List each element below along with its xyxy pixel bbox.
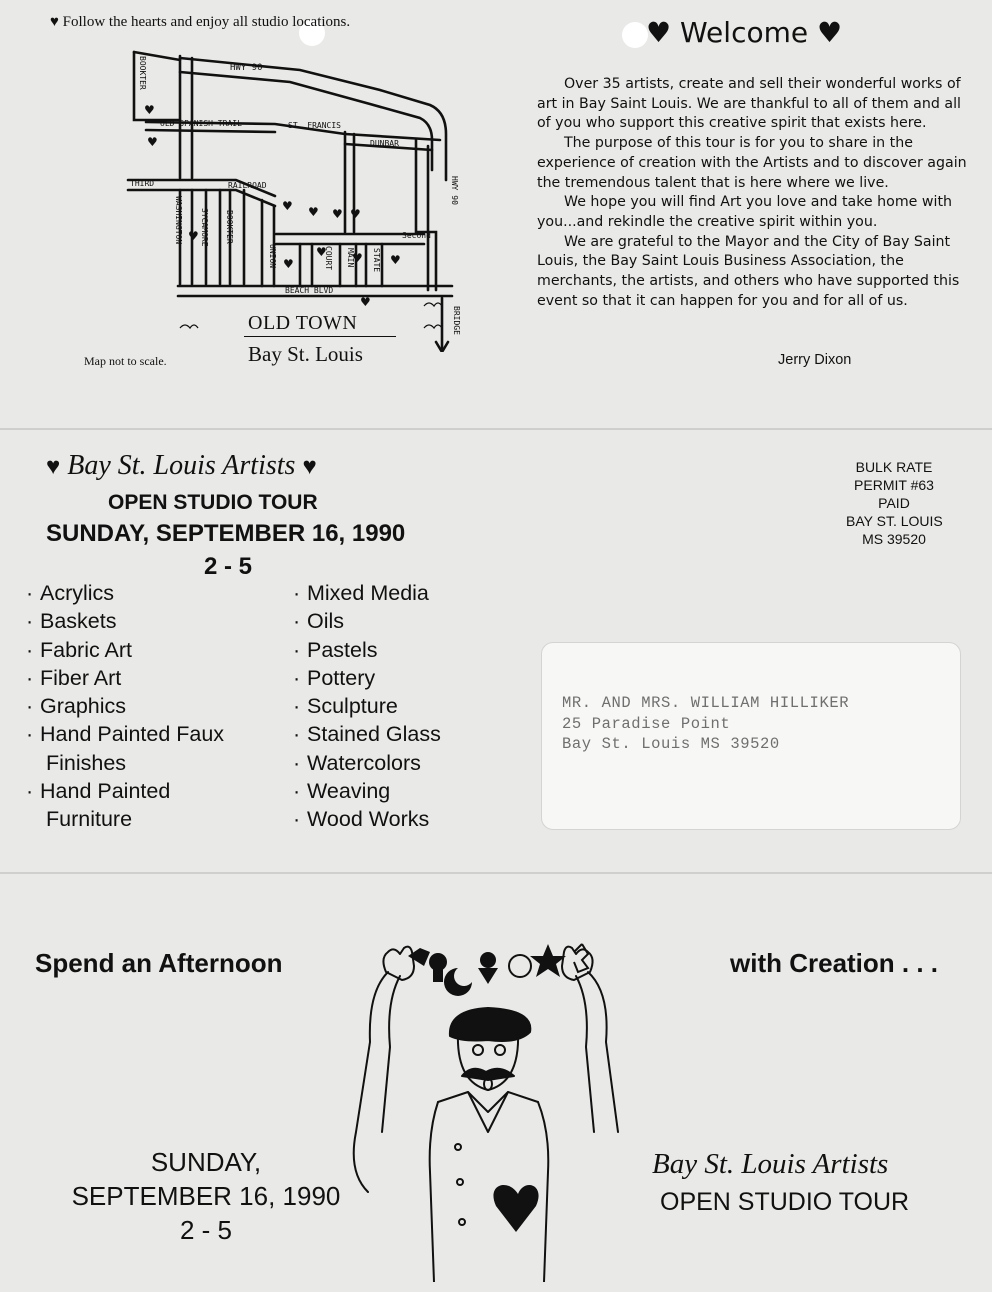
address-line: Bay St. Louis MS 39520 <box>562 735 780 753</box>
bottom-date-line: SEPTEMBER 16, 1990 <box>71 1181 341 1211</box>
map-heart-icon: ♥ <box>316 245 327 259</box>
welcome-body <box>537 75 973 311</box>
tour-time: 2 - 5 <box>204 553 253 580</box>
list-item: · Wood Works <box>303 805 503 833</box>
fold-line-top <box>0 428 992 430</box>
welcome-paragraph: The purpose of this tour is for you to share in the experience of creation with the Artists and to discover again the tremendous talent that is here where we live. <box>537 135 967 191</box>
address-line: 25 Paradise Point <box>562 714 731 733</box>
map-heart-icon: ♥ <box>350 207 361 221</box>
list-item: · Pottery <box>303 664 503 692</box>
list-item: · Oils <box>303 607 503 635</box>
heart-icon: ♥ <box>646 16 672 49</box>
street-second: Second <box>402 231 431 240</box>
map-heart-icon: ♥ <box>188 229 199 243</box>
bottom-artists-title: Bay St. Louis Artists <box>652 1148 889 1180</box>
map-heart-icon: ♥ <box>352 251 363 265</box>
town-label: Bay St. Louis <box>248 342 363 366</box>
street-main: MAIN <box>346 248 355 268</box>
map-heart-icon: ♥ <box>360 295 371 309</box>
postage-line: BULK RATE <box>855 459 933 475</box>
street-bridge: BRIDGE <box>452 306 461 335</box>
street-union: UNION <box>268 244 277 269</box>
list-item: · Graphics <box>36 692 281 720</box>
map-heart-icon: ♥ <box>147 135 158 149</box>
bottom-date <box>56 1145 356 1247</box>
street-bookter-left: BOOKTER <box>138 56 147 90</box>
artist-illustration <box>338 932 638 1282</box>
spend-headline: Spend an Afternoon <box>35 948 283 978</box>
map-heart-icon: ♥ <box>283 257 294 271</box>
list-item: · Mixed Media <box>303 579 503 607</box>
bottom-date-line: SUNDAY, <box>150 1147 262 1177</box>
list-item: · Sculpture <box>303 692 503 720</box>
map-caption-text: Follow the hearts and enjoy all studio locations. <box>62 14 351 30</box>
list-item: · Weaving <box>303 777 503 805</box>
heart-icon: ♥ <box>817 16 843 49</box>
heart-icon: ♥ <box>302 454 317 480</box>
street-washington: WASHINGTON <box>174 196 183 245</box>
street-beach-blvd: BEACH BLVD <box>285 286 334 295</box>
welcome-paragraph: Over 35 artists, create and sell their wonderful works of art in Bay Saint Louis. We are thankful to all of them and all of you who support this creative spirit that exists here. <box>537 76 961 132</box>
postage-line: PAID <box>878 495 910 511</box>
postage-line: MS 39520 <box>862 531 926 547</box>
street-railroad: RAILROAD <box>228 181 267 190</box>
welcome-title <box>646 16 842 49</box>
street-court: COURT <box>324 246 333 271</box>
heart-icon: ♥ <box>46 454 61 480</box>
map-heart-icon: ♥ <box>332 207 343 221</box>
list-item: · Hand Painted Furniture <box>36 777 216 834</box>
list-item: · Fiber Art <box>36 664 281 692</box>
postage-line: PERMIT #63 <box>854 477 934 493</box>
street-st-francis: ST. FRANCIS <box>288 121 341 130</box>
media-list-right <box>303 579 503 834</box>
street-hwy90-right: HWY 90 <box>450 176 459 205</box>
punch-hole-right <box>622 22 648 48</box>
map-heart-icon: ♥ <box>282 199 293 213</box>
tour-title-text: Bay St. Louis Artists <box>67 450 296 481</box>
creation-headline: with Creation . . . <box>730 948 939 978</box>
welcome-title-text: Welcome <box>680 16 809 49</box>
street-dunbar: DUNBAR <box>370 139 399 148</box>
welcome-paragraph: We are grateful to the Mayor and the City of Bay Saint Louis, the Bay Saint Louis Business Association, the merchants, the artists, and others who have supported this event so that it can happen for you and for all of us. <box>537 233 960 309</box>
bottom-date-line: 2 - 5 <box>179 1215 233 1245</box>
media-list-left <box>36 579 281 834</box>
tour-date: SUNDAY, SEPTEMBER 16, 1990 <box>46 520 406 547</box>
street-sycamore: SYCAMORE <box>200 208 209 247</box>
tour-subtitle: OPEN STUDIO TOUR <box>108 491 318 514</box>
list-item: · Baskets <box>36 607 281 635</box>
chest-heart-icon <box>493 1185 538 1232</box>
list-item: · Fabric Art <box>36 636 281 664</box>
map-heart-icon: ♥ <box>144 103 155 117</box>
postage-line: BAY ST. LOUIS <box>846 513 943 529</box>
signature: Jerry Dixon <box>778 352 852 368</box>
list-item: · Watercolors <box>303 749 503 777</box>
street-old-spanish-trail: OLD SPANISH TRAIL <box>160 119 242 128</box>
bottom-tour-title: OPEN STUDIO TOUR <box>660 1188 910 1216</box>
street-bookter: BOOKTER <box>225 210 234 244</box>
old-town-label: OLD TOWN <box>248 312 358 334</box>
address-line: MR. AND MRS. WILLIAM HILLIKER <box>562 694 850 712</box>
welcome-paragraph: We hope you will find Art you love and take home with you...and rekindle the creative spirit within you. <box>537 194 952 230</box>
tour-title <box>46 450 317 482</box>
street-map <box>40 12 480 352</box>
map-heart-icon: ♥ <box>390 253 401 267</box>
map-heart-icon: ♥ <box>308 205 319 219</box>
map-note: Map not to scale. <box>84 354 167 368</box>
list-item: · Hand Painted Faux Finishes <box>36 720 256 777</box>
fold-line-bottom <box>0 872 992 874</box>
mailing-address <box>562 693 849 755</box>
street-state: STATE <box>372 248 381 273</box>
old-town-underline <box>244 336 396 337</box>
street-third: THIRD <box>130 179 155 188</box>
list-item: · Stained Glass <box>303 720 503 748</box>
postage-indicia <box>846 458 942 548</box>
street-hwy90-top: HWY 90 <box>230 63 263 73</box>
list-item: · Pastels <box>303 636 503 664</box>
list-item: · Acrylics <box>36 579 281 607</box>
heart-icon: ♥ <box>50 14 59 30</box>
